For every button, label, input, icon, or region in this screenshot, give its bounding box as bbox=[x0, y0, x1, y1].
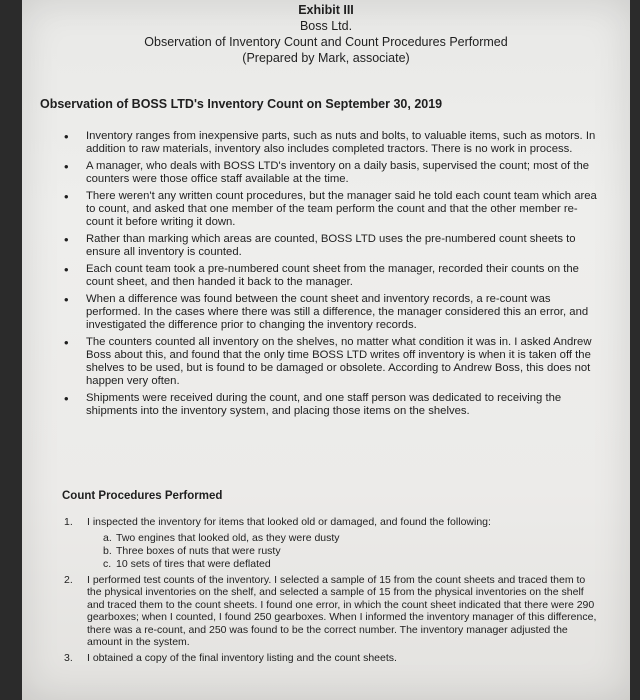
exhibit-label: Exhibit III bbox=[298, 3, 354, 17]
procedure-text: I obtained a copy of the final inventory listing and the count sheets. bbox=[87, 651, 397, 664]
procedure-text: I performed test counts of the inventory. I selected a sample of 15 from the count sheets and traced them to the physical inventories on the shelf, and selected a sample of 15 from the physical inventories on the shelf and traced them to the count sheets. I found one error, in which the count sheet indicated that there were 290 gearboxes; when I counted, I found 250 gearboxes. When I informed the inventory manager of this difference, there was a re-count, and 250 was found to be the correct number. The inventory manager adjusted the amount in the system. bbox=[87, 573, 597, 648]
procedures-list bbox=[22, 516, 602, 667]
finding-text: Two engines that looked old, as they were dusty bbox=[116, 531, 340, 544]
company-name: Boss Ltd. bbox=[299, 19, 353, 33]
procedure-item bbox=[22, 574, 602, 649]
observation-item: • Each count team took a pre-numbered count sheet from the manager, recorded their counts on the count sheet, and then handed it back to the manager. bbox=[22, 263, 602, 289]
finding-text: Three boxes of nuts that were rusty bbox=[116, 544, 281, 557]
document-title: Observation of Inventory Count and Count Procedures Performed bbox=[144, 35, 508, 49]
observation-section-title: Observation of BOSS LTD's Inventory Count on September 30, 2019 bbox=[40, 97, 443, 111]
prepared-by: (Prepared by Mark, associate) bbox=[242, 51, 410, 65]
procedure-item bbox=[22, 516, 602, 571]
finding-item bbox=[87, 558, 602, 571]
finding-item bbox=[87, 532, 602, 545]
observation-item: • When a difference was found between the count sheet and inventory records, a re-count was performed. In the cases where there was still a difference, the manager considered this an error, and investigated the difference prior to changing the inventory records. bbox=[22, 293, 602, 332]
procedure-text: I inspected the inventory for items that looked old or damaged, and found the following: bbox=[87, 516, 491, 528]
finding-letter: b. bbox=[103, 544, 112, 557]
procedures-section-title: Count Procedures Performed bbox=[62, 490, 223, 502]
procedure-number: 3. bbox=[64, 651, 73, 664]
finding-letter: c. bbox=[103, 557, 112, 570]
observation-item: • Inventory ranges from inexpensive parts, such as nuts and bolts, to valuable items, such as motors. In addition to raw materials, inventory also includes completed tractors. There is no work in process. bbox=[22, 130, 602, 156]
document-header bbox=[22, 0, 630, 66]
observation-item: • There weren't any written count procedures, but the manager said he told each count team which area to count, and asked that one member of the team perform the count and that the other member re-count it before writing it down. bbox=[22, 190, 602, 229]
procedure-item bbox=[22, 652, 602, 665]
observation-item: • Rather than marking which areas are counted, BOSS LTD uses the pre-numbered count sheets to ensure all inventory is counted. bbox=[22, 233, 602, 259]
observation-item: • Shipments were received during the count, and one staff person was dedicated to receiving the shipments into the inventory system, and placing those items on the shelves. bbox=[22, 392, 602, 418]
finding-text: 10 sets of tires that were deflated bbox=[116, 557, 271, 570]
observation-item: • The counters counted all inventory on the shelves, no matter what condition it was in. I asked Andrew Boss about this, and found that the only time BOSS LTD writes off inventory is when it is taken off the shelves to be used, but is found to be damaged or obsolete. According to Andrew Boss, this does not happen very often. bbox=[22, 336, 602, 388]
procedure-number: 2. bbox=[64, 573, 73, 586]
finding-item bbox=[87, 545, 602, 558]
finding-list bbox=[87, 532, 602, 571]
observation-list bbox=[22, 130, 602, 422]
observation-item: • A manager, who deals with BOSS LTD's inventory on a daily basis, supervised the count; most of the counters were those office staff available at the time. bbox=[22, 160, 602, 186]
document-page bbox=[22, 0, 630, 700]
finding-letter: a. bbox=[103, 531, 112, 544]
procedure-number: 1. bbox=[64, 516, 73, 528]
